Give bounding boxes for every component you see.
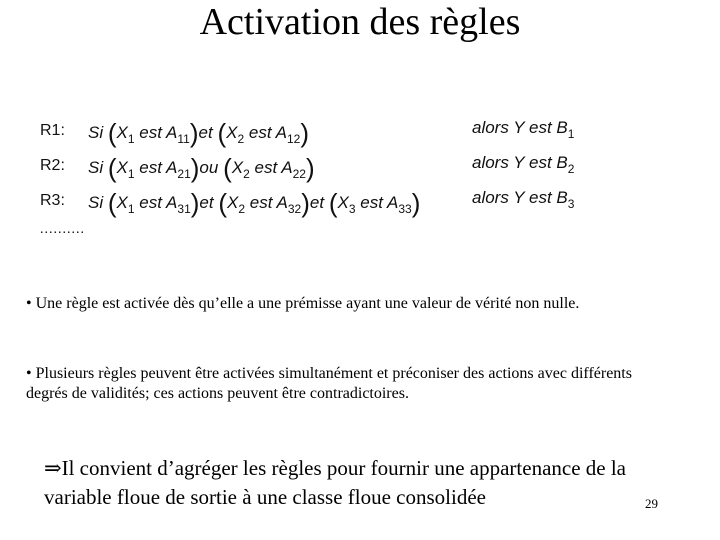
formula-text: X [116,158,128,177]
bullet-text: • Une règle est activée dès qu’elle a une prémisse ayant une valeur de vérité non nulle. [26,295,580,312]
formula-text: est A [134,193,178,212]
formula-subscript: 1 [127,167,135,181]
formula-paren: ) [300,118,310,148]
rule-row [40,188,620,223]
rules-ellipsis: .......... [40,222,85,237]
formula-paren: ( [107,153,117,183]
formula-text: alors Y est B [472,188,568,207]
rule-premise [88,118,309,149]
formula-paren: ) [190,153,200,183]
formula-text: X [116,193,128,212]
formula-subscript: 11 [177,132,190,146]
formula-paren: ( [107,118,117,148]
formula-subscript: 12 [286,132,301,146]
page-number: 29 [645,496,658,511]
formula-text: X [231,158,244,177]
formula-paren: ( [218,188,227,218]
formula-text: X [337,193,349,212]
formula-subscript: 2 [238,202,246,216]
formula-text: alors Y est B [472,153,568,172]
formula-paren: ( [217,118,227,148]
formula-text: Si [88,193,108,212]
formula-subscript: 22 [292,167,306,181]
formula-subscript: 1 [127,132,135,146]
formula-text: et [309,193,329,212]
formula-subscript: 1 [567,127,575,141]
rule-id: R2: [40,157,65,174]
formula-paren: ) [190,188,200,218]
formula-subscript: 3 [567,197,575,211]
formula-subscript: 2 [243,167,250,181]
formula-text: X [227,193,239,212]
formula-paren: ( [107,188,117,218]
rule-conclusion [472,118,574,141]
formula-paren: ) [301,188,310,218]
rule-premise [88,153,315,184]
formula-text: est A [249,158,293,177]
formula-text: est A [134,123,178,142]
formula-subscript: 31 [177,202,191,216]
formula-subscript: 2 [237,132,245,146]
formula-text: et [198,123,218,142]
formula-text: Si [88,123,108,142]
formula-text: X [226,123,238,142]
conclusion-text: ⇒Il convient d’agréger les règles pour fournir une appartenance de la variable floue de sortie à une classe floue consolidée [44,456,627,509]
formula-subscript: 1 [127,202,135,216]
formula-subscript: 3 [348,202,356,216]
bullet-text: • Plusieurs règles peuvent être activées simultanément et préconiser des actions avec différents degrés de validités; ces actions peuvent être contradictoires. [26,365,632,402]
formula-subscript: 32 [287,202,302,216]
formula-text: ou [199,158,224,177]
formula-text: X [116,123,128,142]
formula-subscript: 33 [398,202,412,216]
formula-paren: ( [328,188,338,218]
formula-text: est A [134,158,178,177]
formula-subscript: 2 [567,162,575,176]
formula-paren: ( [223,153,232,183]
formula-text: est A [244,123,287,142]
rules-list [40,118,620,223]
formula-text: et [199,193,219,212]
rule-row [40,118,620,153]
formula-paren: ) [305,153,315,183]
rule-id: R1: [40,122,65,139]
rule-conclusion [472,188,574,211]
rule-conclusion [472,153,574,176]
formula-paren: ) [411,188,421,218]
rule-id: R3: [40,192,65,209]
formula-paren: ) [189,118,199,148]
rule-row [40,153,620,188]
slide-title: Activation des règles [199,1,521,43]
formula-text: est A [355,193,399,212]
formula-subscript: 21 [177,167,191,181]
rule-premise [88,188,420,219]
formula-text: alors Y est B [472,118,568,137]
formula-text: est A [245,193,288,212]
formula-text: Si [88,158,108,177]
